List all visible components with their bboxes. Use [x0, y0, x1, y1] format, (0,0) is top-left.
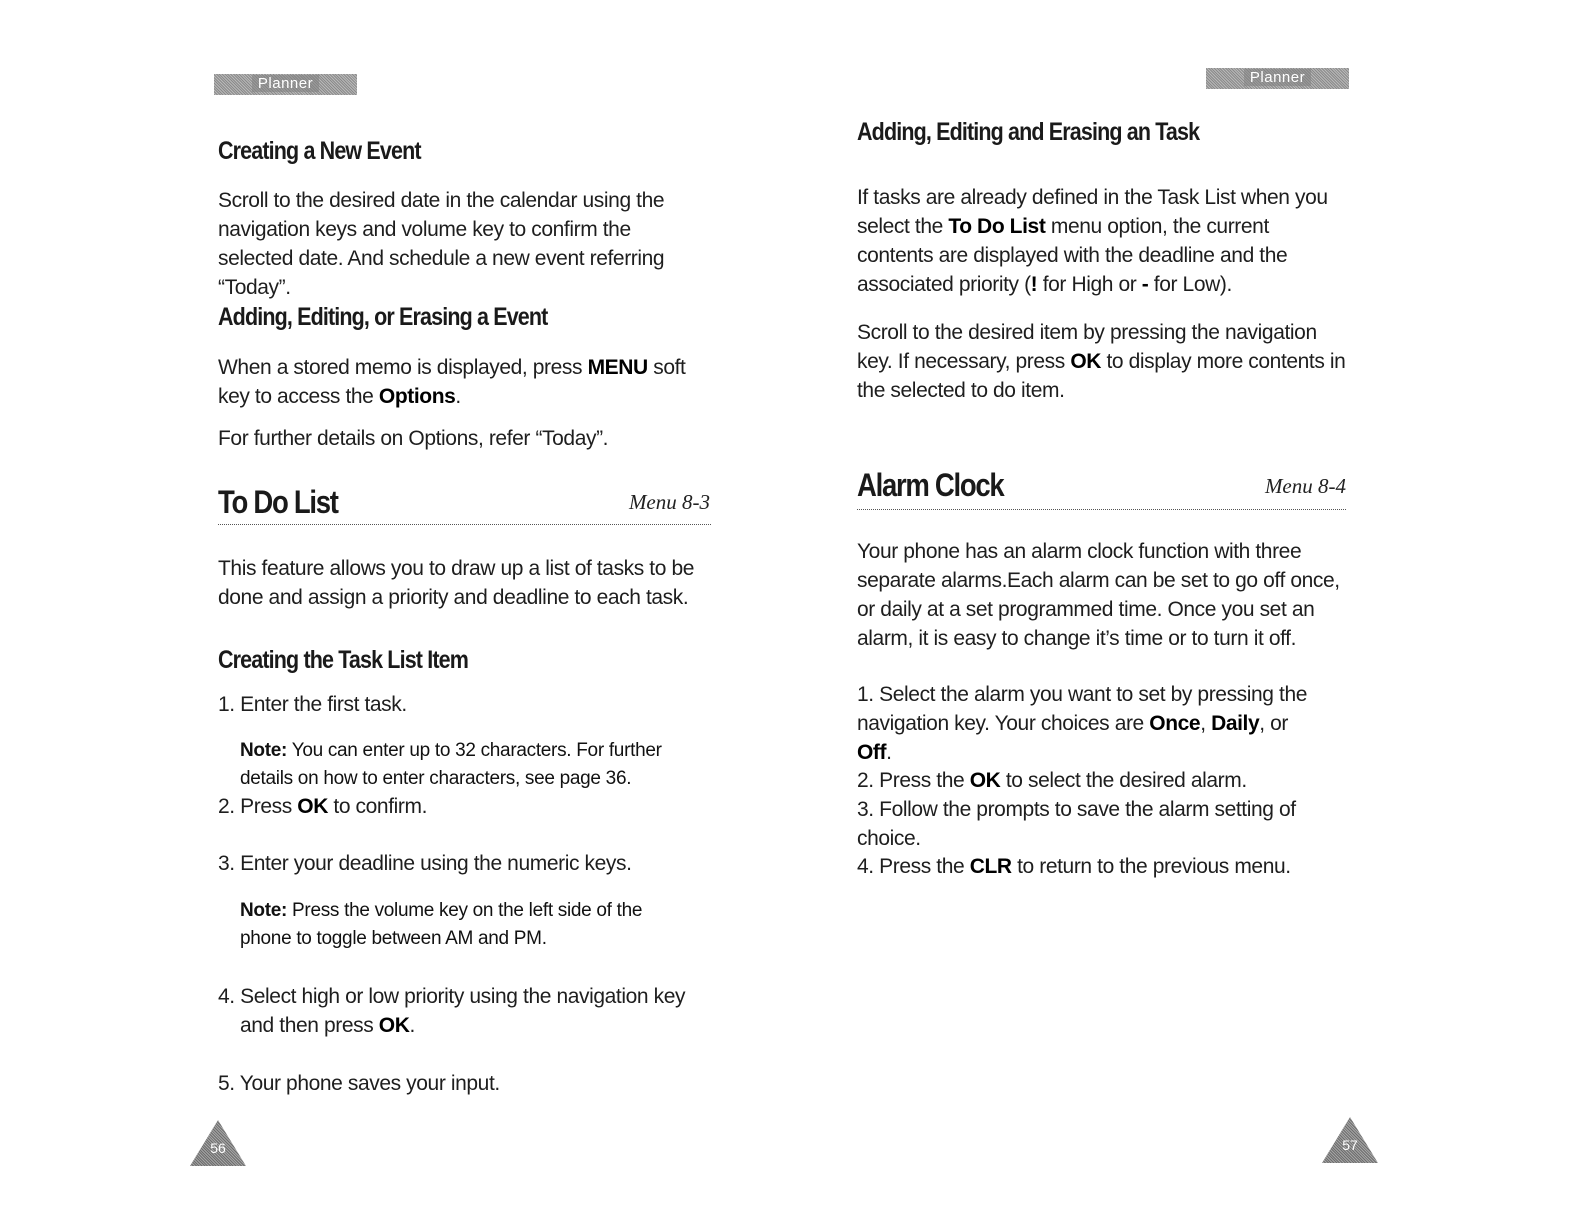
step-4: 4. Select high or low priority using the navigation key and then press OK.: [218, 985, 686, 1037]
step-1: 1. Enter the first task.: [218, 693, 407, 716]
paragraph-further-details: For further details on Options, refer “Today”.: [218, 427, 609, 450]
alarm-step-3: 3. Follow the prompts to save the alarm setting of choice.: [857, 798, 1296, 850]
section-tab-right: [1206, 68, 1349, 89]
paragraph-scroll-item: Scroll to the desired item by pressing the navigation key. If necessary, press OK to display more contents in the selected to do item.: [857, 321, 1346, 402]
heading-rule: [857, 509, 1346, 510]
page-number-value: 57: [1342, 1137, 1358, 1153]
heading-alarm-clock: Alarm Clock: [857, 467, 1004, 503]
menu-number: Menu 8-4: [1264, 474, 1346, 498]
heading-creating-task-item: Creating the Task List Item: [218, 646, 468, 674]
menu-number: Menu 8-3: [628, 490, 710, 514]
heading-adding-editing-task: Adding, Editing and Erasing an Task: [857, 118, 1200, 146]
note-characters: Note: You can enter up to 32 characters. For further details on how to enter characters, see page 36.: [240, 740, 662, 789]
heading-rule: [218, 524, 711, 525]
paragraph-menu-options: When a stored memo is displayed, press MENU soft key to access the Options.: [218, 356, 686, 408]
alarm-step-1: 1. Select the alarm you want to set by pressing the navigation key. Your choices are Once, Daily, or Off.: [857, 683, 1308, 764]
paragraph-task-list-contents: If tasks are already defined in the Task List when you select the To Do List menu option, the current contents are displayed with the deadline and the associated priority (! for High or - for Low).: [857, 186, 1328, 296]
heading-creating-new-event: Creating a New Event: [218, 137, 421, 165]
section-tab-left: [214, 74, 357, 95]
alarm-step-4: 4. Press the CLR to return to the previous menu.: [857, 855, 1291, 878]
paragraph-creating-new-event: Scroll to the desired date in the calendar using the navigation keys and volume key to confirm the selected date. And schedule a new event referring “Today”.: [218, 189, 665, 299]
step-5: 5. Your phone saves your input.: [218, 1072, 500, 1095]
heading-adding-editing-event: Adding, Editing, or Erasing a Event: [218, 303, 548, 331]
section-tab-label: Planner: [252, 75, 319, 92]
note-am-pm: Note: Press the volume key on the left side of the phone to toggle between AM and PM.: [240, 900, 643, 949]
heading-to-do-list: To Do List: [218, 484, 338, 520]
paragraph-to-do-intro: This feature allows you to draw up a list of tasks to be done and assign a priority and deadline to each task.: [218, 557, 695, 609]
section-tab-label: Planner: [1244, 69, 1311, 86]
step-2: 2. Press OK to confirm.: [218, 795, 428, 818]
alarm-step-2: 2. Press the OK to select the desired alarm.: [857, 769, 1247, 792]
page-number-value: 56: [210, 1140, 226, 1156]
step-3: 3. Enter your deadline using the numeric keys.: [218, 852, 632, 875]
paragraph-alarm-intro: Your phone has an alarm clock function with three separate alarms.Each alarm can be set to go off once, or daily at a set programmed time. Once you set an alarm, it is easy to change it’s time or to turn it off.: [857, 540, 1340, 650]
